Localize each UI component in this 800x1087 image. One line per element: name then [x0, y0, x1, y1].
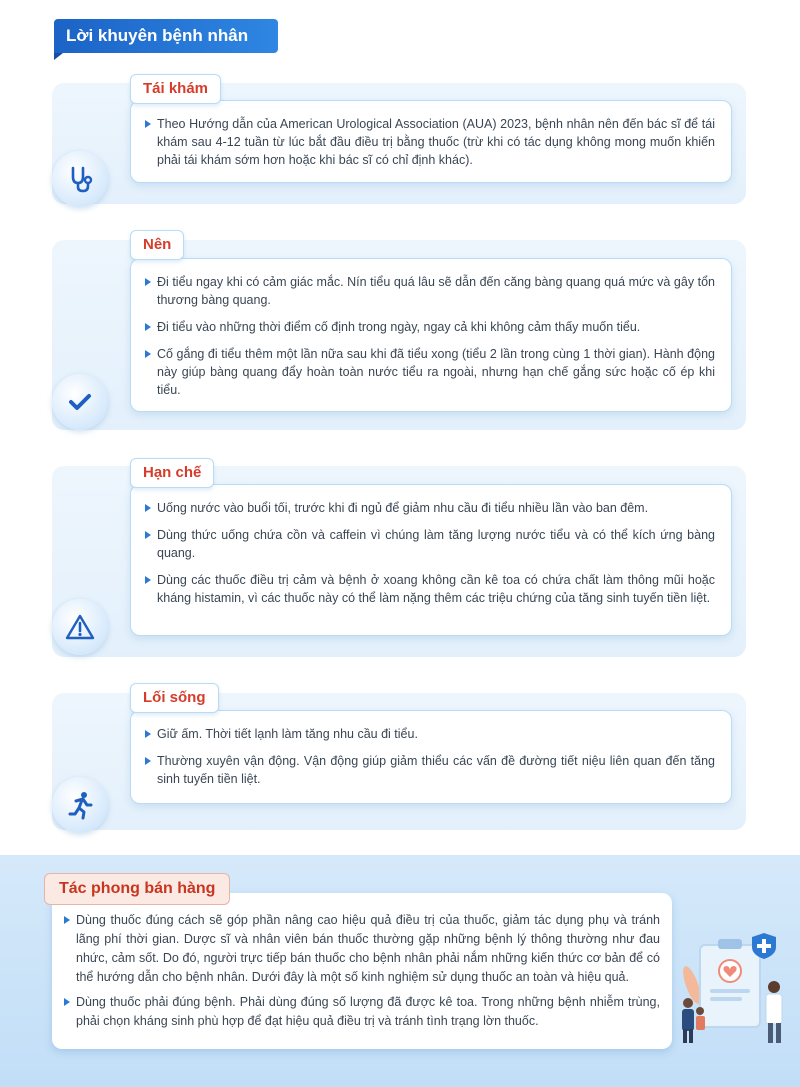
section-title-nen: Nên — [130, 230, 184, 260]
section-title-han-che: Hạn chế — [130, 458, 214, 488]
section-han-che — [52, 466, 746, 657]
section-title-tai-kham: Tái khám — [130, 74, 221, 104]
section-card — [130, 710, 732, 804]
list-item: Đi tiểu ngay khi có cảm giác mắc. Nín tiểu quá lâu sẽ dẫn đến căng bàng quang quá mức và gây tổn thương bàng quang. — [145, 273, 715, 309]
sales-card — [52, 893, 672, 1049]
stethoscope-icon — [52, 151, 108, 207]
list-item: Dùng thuốc phải đúng bệnh. Phải dùng đúng số lượng đã được kê toa. Trong những bệnh nhiễm trùng, phải chọn kháng sinh phù hợp để đạt hiệu quả điều trị và tránh tình trạng lờn thuốc. — [64, 993, 660, 1031]
pharmacy-illustration-icon — [672, 925, 794, 1045]
warning-icon — [52, 599, 108, 655]
section-title-loi-song: Lối sống — [130, 683, 219, 713]
running-person-icon — [52, 777, 108, 833]
list-item: Dùng thuốc đúng cách sẽ góp phần nâng cao hiệu quả điều trị của thuốc, giảm tác dụng phụ và tránh lãng phí thời gian. Dược sĩ và nhân viên bán thuốc thường gặp những bệnh lý thông thường như đau nhức, cảm sốt. Do đó, người trực tiếp bán thuốc cho bệnh nhân phải nắm những kiến thức cơ bản để có thể hướng dẫn cho bệnh nhân. Dưới đây là một số kinh nghiệm sử dụng thuốc an toàn và hiệu quả. — [64, 911, 660, 987]
checkmark-icon — [52, 374, 108, 430]
sales-title: Tác phong bán hàng — [44, 873, 230, 905]
list-item: Đi tiểu vào những thời điểm cố định trong ngày, ngay cả khi không cảm thấy muốn tiểu. — [145, 318, 715, 336]
section-nen — [52, 240, 746, 430]
section-loi-song — [52, 693, 746, 830]
page-title: Lời khuyên bệnh nhân — [54, 19, 278, 53]
list-item: Dùng thức uống chứa cồn và caffein vì chúng làm tăng lượng nước tiểu và có thể kích ứng bàng quang. — [145, 526, 715, 562]
list-item: Giữ ấm. Thời tiết lạnh làm tăng nhu cầu đi tiểu. — [145, 725, 715, 743]
section-card — [130, 100, 732, 183]
list-item: Thường xuyên vận động. Vận động giúp giảm thiểu các vấn đề đường tiết niệu liên quan đến tăng sinh tuyến tiền liệt. — [145, 752, 715, 788]
section-card — [130, 258, 732, 412]
list-item: Uống nước vào buổi tối, trước khi đi ngủ để giảm nhu cầu đi tiểu nhiều lần vào ban đêm. — [145, 499, 715, 517]
list-item: Cố gắng đi tiểu thêm một lần nữa sau khi đã tiểu xong (tiểu 2 lần trong cùng 1 thời gian). Hành động này giúp bàng quang đẩy hoàn toàn nước tiểu ra ngoài, nhưng hạn chế gắng sức hoặc cố ép khi tiểu. — [145, 345, 715, 399]
section-card — [130, 484, 732, 636]
list-item: Dùng các thuốc điều trị cảm và bệnh ở xoang không cần kê toa có chứa chất làm thông mũi hoặc kháng histamin, vì các thuốc này có thể làm nặng thêm các triệu chứng của tăng sinh tuyến tiền liệt. — [145, 571, 715, 607]
list-item: Theo Hướng dẫn của American Urological Association (AUA) 2023, bệnh nhân nên đến bác sĩ để tái khám sau 4-12 tuần từ lúc bắt đầu điều trị bằng thuốc (trừ khi có tác dụng không mong muốn khiến phải tái khám sớm hơn hoặc khi bác sĩ có chỉ định khác). — [145, 115, 715, 169]
